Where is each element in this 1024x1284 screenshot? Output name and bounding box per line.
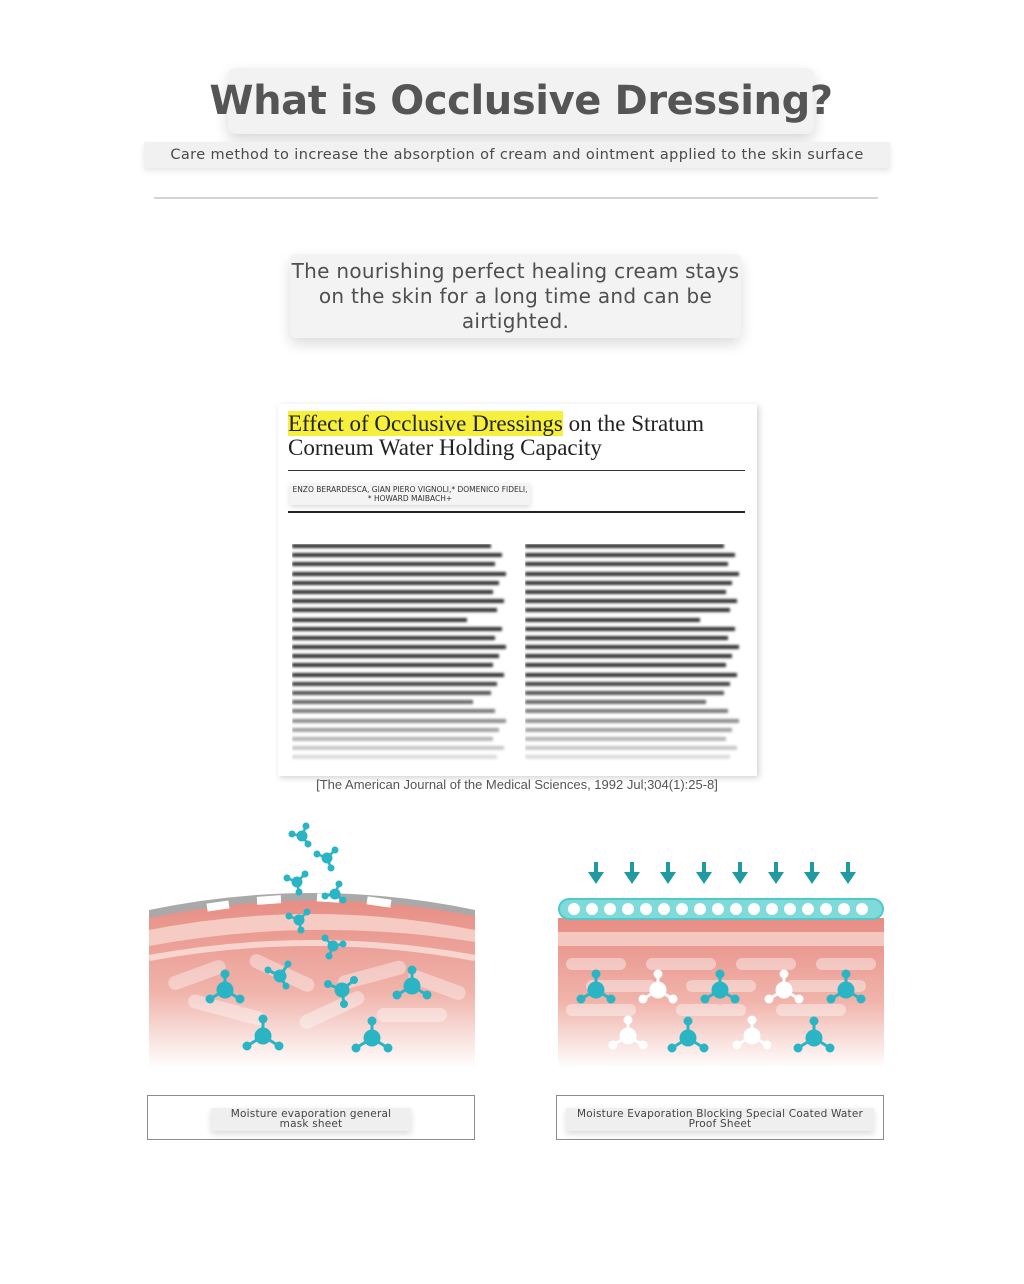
blurred-text-line — [292, 599, 504, 603]
paper-divider-thick — [288, 511, 745, 513]
skin-evaporation-illustration — [147, 818, 477, 1068]
blurred-text-line — [292, 636, 495, 640]
figure-general-mask-sheet — [147, 818, 477, 1068]
blurred-text-line — [525, 663, 726, 667]
blurred-text-line — [525, 544, 724, 548]
blurred-text-line — [525, 737, 726, 741]
blurred-text-line — [525, 709, 728, 713]
blurred-text-line — [292, 663, 493, 667]
blurred-text-line — [525, 636, 728, 640]
paper-excerpt — [278, 404, 757, 776]
blurred-text-line — [292, 608, 497, 612]
paper-title — [288, 412, 748, 460]
blurred-text-line — [292, 544, 491, 548]
page-title: What is Occlusive Dressing? — [209, 78, 833, 124]
blurred-text-line — [525, 682, 730, 686]
figure-waterproof-sheet — [556, 818, 886, 1068]
blurred-text-line — [525, 654, 732, 658]
blurred-text-line — [292, 691, 491, 695]
blurred-text-line — [525, 746, 737, 750]
blurred-text-line — [292, 673, 504, 677]
title-box — [209, 68, 833, 134]
blurred-text-line — [292, 581, 499, 585]
paper-abstract-blurred — [292, 544, 508, 774]
paper-title-highlight: Effect of Occlusive Dressings — [288, 411, 563, 436]
skin-sealed-illustration — [556, 818, 886, 1068]
blurred-text-line — [292, 709, 495, 713]
blurred-text-line — [292, 654, 499, 658]
blurred-text-line — [292, 737, 493, 741]
coating-dots — [568, 903, 868, 915]
page-subtitle: Care method to increase the absorption of cream and ointment applied to the skin surface — [170, 147, 864, 163]
blurred-text-line — [525, 618, 700, 622]
blurred-text-line — [525, 590, 726, 594]
blurred-text-line — [525, 691, 724, 695]
downward-arrows — [588, 862, 856, 884]
paper-title-rest: on the Stratum Corneum Water Holding Capacity — [288, 411, 705, 460]
blurred-text-line — [292, 618, 467, 622]
blurred-text-line — [292, 590, 493, 594]
blurred-text-line — [525, 608, 730, 612]
blurred-text-line — [292, 728, 499, 732]
highlight-note — [290, 254, 741, 338]
paper-body-blurred — [525, 544, 741, 774]
blurred-text-line — [292, 553, 502, 557]
caption-waterproof-sheet — [556, 1095, 884, 1140]
blurred-text-line — [525, 562, 728, 566]
blurred-text-line — [525, 553, 735, 557]
blurred-text-line — [292, 719, 506, 723]
highlight-note-text: The nourishing perfect healing cream stays on the skin for a long time and can be airtighted. — [291, 258, 740, 333]
blurred-text-line — [292, 645, 506, 649]
blurred-text-line — [525, 755, 730, 759]
caption-waterproof-sheet-text: Moisture Evaporation Blocking Special Coated Water Proof Sheet — [566, 1108, 874, 1131]
blurred-text-line — [292, 562, 495, 566]
blurred-text-line — [525, 728, 732, 732]
blurred-text-line — [525, 719, 739, 723]
blurred-text-line — [525, 645, 739, 649]
blurred-text-line — [292, 700, 473, 704]
blurred-text-line — [525, 599, 737, 603]
blurred-text-line — [292, 682, 497, 686]
blurred-text-line — [525, 572, 739, 576]
paper-divider — [288, 470, 745, 471]
paper-citation: [The American Journal of the Medical Sciences, 1992 Jul;304(1):25-8] — [316, 777, 718, 792]
blurred-text-line — [292, 755, 497, 759]
blurred-text-line — [525, 581, 732, 585]
blurred-text-line — [292, 572, 506, 576]
paper-authors: ENZO BERARDESCA, GIAN PIERO VIGNOLI,* DOMENICO FIDELI, * HOWARD MAIBACH+ — [292, 484, 528, 503]
blurred-text-line — [525, 673, 737, 677]
caption-general-mask-sheet — [147, 1095, 475, 1140]
paper-authors-box — [290, 483, 530, 505]
blurred-text-line — [525, 627, 735, 631]
blurred-text-line — [292, 627, 502, 631]
divider — [154, 197, 878, 199]
caption-general-mask-sheet-text: Moisture evaporation general mask sheet — [211, 1108, 411, 1131]
blurred-text-line — [525, 700, 706, 704]
blurred-text-line — [292, 746, 504, 750]
subtitle-box — [144, 142, 890, 168]
